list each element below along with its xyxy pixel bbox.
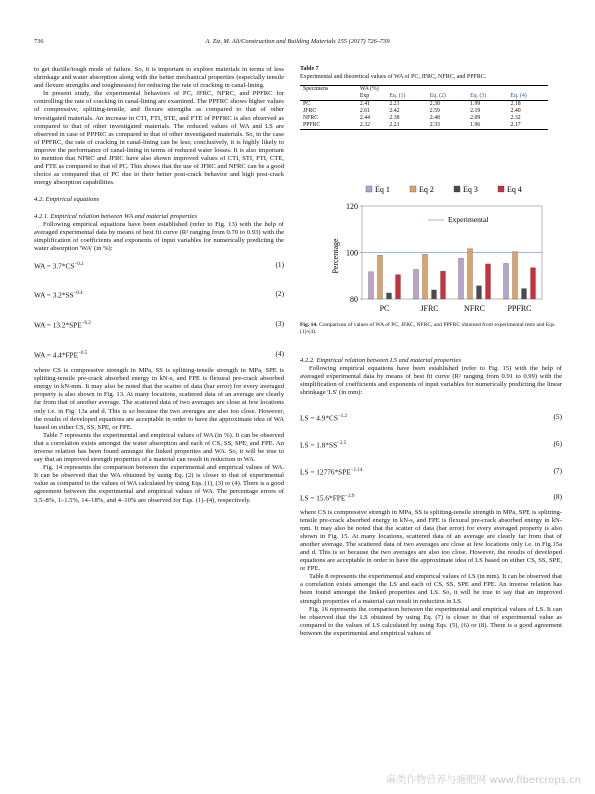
table-header: Specimens: [303, 86, 329, 93]
equation-block: [300, 413, 562, 502]
paragraph: where CS is compressive strength in MPa, SS is splitting-tensile strength in MPa, SPE is splitting-tensile pre-crack absorbed energy in kN-s, and FPE is flexural pre-crack absorbed energy in kN-mm. It may also be noted that the scatter of data (bar error) for every averaged property is also shown in Fig. 15. At many locations, scattered data of an average are clearly far from that of another average. The scattered data of two averages are close at few locations only i.e. in Fig.15a and d. This is so because the two averages are also too close. However, the results of developed equations are acceptable in order to have the approximate idea of LS based on either CS, SS, SPE, or FPE.: [300, 508, 562, 573]
bar: [423, 254, 428, 299]
y-tick-label: 80: [350, 295, 358, 304]
category-label: NFRC: [464, 304, 485, 313]
left-column: [34, 66, 284, 505]
bar: [432, 290, 437, 299]
equation: LS = $15.6*FPE^{-2.9}$ (8): [300, 492, 562, 503]
equation: LS = $1.8*SS^{-2.5}$ (6): [300, 438, 562, 450]
table-header: Exp: [359, 93, 370, 100]
table-header: WA (%): [359, 86, 379, 93]
bar: [504, 263, 509, 299]
equation: WA = $3.2*SS^{-0.4}$ (2): [34, 289, 284, 300]
table-title: Table 7 Experimental and theoretical values of WA of PC, JFRC, NFRC, and PPFRC.: [300, 66, 487, 80]
paragraph: Following empirical equations have been established (refer to Fig. 15) with the help of averaged experimental data by means of best fit curve (R² ranging from 0.91 to 0.99) with the simplification of coefficients and exponents of input variables for numerically predicting the linear shrinkage 'LS' (in mm):: [300, 365, 562, 397]
table-header: Eq. (3): [470, 93, 487, 100]
paragraph: Table 8 represents the experimental and empirical values of LS (in mm). It can be observed that a correlation exists amongst the LS and each of CS, SS, SPE and FPE. An inverse relation has been found amongst the linked properties and LS. So, it will be true to say that an improved strength properties of a material can result in reduction in LS.: [300, 573, 562, 605]
legend-label: Eq 2: [419, 185, 434, 194]
bar: [522, 289, 527, 299]
figure-14-chart: [320, 176, 550, 326]
table-header: Eq. (4): [510, 93, 527, 100]
table-header: Eq. (1): [389, 93, 406, 100]
equation: LS = $12776*SPE^{-1.14}$ (7): [300, 465, 562, 476]
paragraph: Following empirical equations have been established (refer to Fig. 13) with the help of averaged experimental data by means of best fit curve (R² ranging from 0.70 to 0.93) with the simplification of coefficients and exponents of input variables for numerically predicting the water absorption 'WA' (in %):: [34, 220, 284, 252]
subsection-heading: 4.2.1. Empirical relation between WA and material properties: [34, 212, 198, 220]
bar: [441, 271, 446, 299]
bar: [378, 255, 383, 299]
section-heading: 4.2. Empirical equations: [34, 196, 100, 204]
bar: [513, 252, 518, 299]
category-label: PC: [379, 304, 390, 313]
equation: LS = $4.9*CS^{-1.2}$ (5): [300, 412, 562, 423]
bar: [531, 268, 536, 299]
legend-label: Eq 4: [507, 185, 522, 194]
bar: [414, 269, 419, 299]
subsection-heading: 4.2.2. Empirical relation between LS and material properties: [300, 357, 462, 364]
y-tick-label: 120: [346, 202, 358, 211]
paragraph: Table 7 represents the experimental and empirical values of WA (in %). It can be observed that a correlation exists amongst the water absorption and each of CS, SS, SPE, and FPE. An inverse relation has been found amongst the linked properties and WA. So, it will be true to say that an improved strength properties of a material can result in reduction in WA.: [34, 431, 284, 464]
legend-swatch: [454, 186, 460, 192]
paragraph: Fig. 16 represents the comparison between the experimental and empirical values of LS. It can be observed that the LS obtained by using Eq. (7) is closer to that of experimental value as compared to the values of LS calculated by using Eqs. (5), (6) or (8). There is a good agreement between the experimental and empirical values of: [300, 605, 562, 637]
table-header: Eq. (2): [429, 93, 446, 100]
legend-label: Eq 3: [463, 185, 478, 194]
bar: [369, 272, 374, 299]
paragraph: to get ductile/tough mode of failure. So, it is important to explore materials in terms of less shrinkage and water absorption along with the better mechanical properties (especially tensile and flexure strengths and toughnesses) for reducing the rate of cracking in canal-lining.: [34, 66, 284, 90]
equation: WA = $3.7*CS^{-0.2}$ (1): [34, 259, 284, 271]
figure-caption: Fig. 14. Comparison of values of WA of PC, JFRC, NFRC, and PPFRC obtained from experimental tests and Eqs. (1)-(4).: [300, 322, 556, 336]
table-row: PC 2.41 2.21 2.38 1.99 2.18: [303, 101, 521, 108]
bar: [387, 293, 392, 299]
legend-swatch: [366, 186, 372, 192]
table-row: NFRC 2.44 2.38 2.48 2.09 2.32: [303, 115, 521, 122]
page-number: 736: [34, 38, 44, 45]
experimental-label: Experimental: [448, 215, 489, 224]
y-tick-label: 100: [346, 248, 358, 258]
paragraph: where CS is compressive strength in MPa, SS is splitting-tensile strength in MPa, SPE is splitting-tensile pre-crack absorbed energy in kN-s, and FPE is flexural pre-crack absorbed energy in kN-mm. It may also be noted that the scatter of data (bar error) for every averaged property is also shown in Fig. 13. At many locations, scattered data of an average are clearly far from that of another average. The scattered data of two averages are close at few locations only i.e. in Fig. 13a and d. This is so because the two averages are also too close. However, the results of developed equations are acceptable in order to have the approximate idea of WA based on either CS, SS, SPE, or FPE.: [34, 367, 284, 431]
category-label: PPFRC: [507, 304, 532, 313]
bar: [396, 275, 401, 299]
bar: [468, 249, 473, 299]
y-axis-label: Percentage: [331, 238, 340, 274]
legend-label: Eq 1: [375, 185, 390, 194]
table-row: PPFRC 2.32 2.21 2.33 1.96 2.17: [300, 122, 548, 130]
paragraph: In present study, the experimental behaviors of PC, JFRC, NFRC, and PPFRC for controlling the rate of cracking in canal-lining are examined. The PPFRC shows higher values of compressive, splitting-tensile, and flexure strengths as compared to that of other investigated materials. An increase in CTI, FTI, STE, and FTE of PPFRC is also observed as compared to that of other investigated materials. The reduced values of WA and LS are observed in case of PPFRC as compared to that of other investigated materials. So, in the case of PPFRC, the rate of cracking in canal-lining can be less; conclusively, it is highly likely to improve the performance of canal-lining in terms of reduced water losses. It is also important to mention that NFRC and JFRC have also shown improved values of CTI, STI, FTI, CTE, and FTE as compared to that of PC. This shows that the use of JFRC and NFRC can be a good choice as compared that of PC due to their better post-crack behavior and high post-crack energy absorption capabilities.: [34, 90, 284, 187]
table-7-block: [300, 66, 562, 130]
bar: [477, 286, 482, 299]
bar: [486, 264, 491, 299]
equation: WA = $13.2*SPE^{-0.2}$ (3): [34, 319, 284, 330]
equation: WA = $4.4*FPE^{-0.5}$ (4): [34, 348, 284, 359]
running-title: A. Ziz, M. Ali/Construction and Building Materials 155 (2017) 726–739: [205, 38, 390, 45]
legend-swatch: [498, 186, 504, 192]
paragraph: Fig. 14 represents the comparison between the experimental and empirical values of WA. It can be observed that the WA obtained by using Eq. (2) is closer to that of experimental value as compared to the values of WA calculated by using Eqs. (1), (3) or (4). There is a good agreement between the experimental and empirical values of WA. The percentage errors of 3.5–8%, 1–1.5%, 14–18%, and 4–10% are observed for Eqs. (1)–(4), respectively.: [34, 464, 284, 504]
table-7: [300, 85, 548, 130]
right-column: [300, 357, 562, 638]
legend-swatch: [410, 186, 416, 192]
bar: [459, 258, 464, 299]
watermark: 麻类作物营养与施肥网 www.fibercrops.cn: [386, 775, 581, 786]
equation-block: [34, 261, 284, 359]
table-row: JFRC 2.61 2.42 2.59 2.19 2.40: [303, 108, 521, 115]
category-label: JFRC: [420, 304, 439, 313]
